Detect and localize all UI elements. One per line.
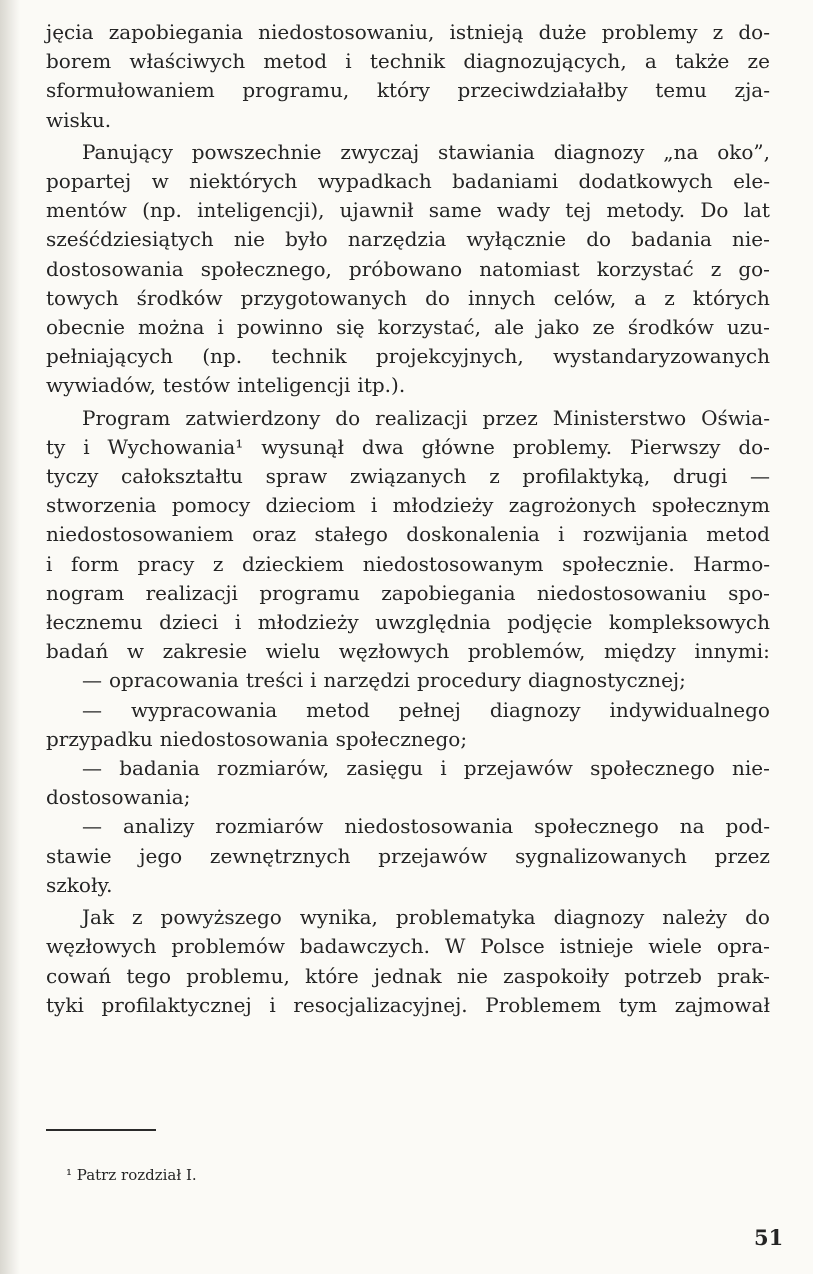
text-line: sformułowaniem programu, który przeciwdziałałby temu zja-	[46, 78, 770, 103]
text-line: stworzenia pomocy dzieciom i młodzieży zagrożonych społecznym	[46, 493, 770, 518]
page-number: 51	[754, 1225, 784, 1250]
text-line: towych środków przygotowanych do innych celów, a z których	[46, 285, 770, 310]
body-text	[46, 18, 770, 1020]
text-line: popartej w niektórych wypadkach badaniami dodatkowych ele-	[46, 169, 770, 194]
text-line: dostosowania społecznego, próbowano natomiast korzystać z go-	[46, 256, 770, 281]
footnote-marker: ¹	[66, 1166, 73, 1184]
text-line: Jak z powyższego wynika, problematyka diagnozy należy do	[82, 905, 770, 930]
text-line: mentów (np. inteligencji), ujawnił same wady tej metody. Do lat	[46, 198, 770, 223]
text-line: jęcia zapobiegania niedostosowaniu, istnieją duże problemy z do-	[46, 20, 770, 44]
text-line: stawie jego zewnętrznych przejawów sygnalizowanych przez	[46, 843, 770, 868]
text-line: węzłowych problemów badawczych. W Polsce istnieje wiele opra-	[46, 934, 770, 959]
text-line: Panujący powszechnie zwyczaj stawiania diagnozy „na oko”,	[82, 139, 770, 164]
footnote	[66, 1166, 197, 1184]
text-line: wisku.	[46, 107, 112, 132]
text-line: sześćdziesiątych nie było narzędzia wyłącznie do badania nie-	[46, 227, 770, 252]
text-line: badań w zakresie wielu węzłowych problemów, między innymi:	[46, 639, 770, 664]
text-line: przypadku niedostosowania społecznego;	[46, 726, 468, 751]
text-line: dostosowania;	[46, 785, 191, 810]
text-line: niedostosowaniem oraz stałego doskonalenia i rozwijania metod	[46, 522, 770, 547]
text-line: obecnie można i powinno się korzystać, ale jako ze środków uzu-	[46, 315, 770, 340]
text-line: — wypracowania metod pełnej diagnozy indywidualnego	[82, 697, 770, 722]
text-line: i form pracy z dzieckiem niedostosowanym społecznie. Harmo-	[46, 551, 770, 576]
page-gutter-shadow	[0, 0, 20, 1274]
text-line: cowań tego problemu, które jednak nie zaspokoiły potrzeb prak-	[46, 963, 770, 988]
text-line: ty i Wychowania¹ wysunął dwa główne problemy. Pierwszy do-	[46, 434, 770, 459]
text-line: — analizy rozmiarów niedostosowania społecznego na pod-	[82, 814, 770, 839]
text-line: — opracowania treści i narzędzi procedury diagnostycznej;	[82, 668, 686, 693]
text-line: szkoły.	[46, 872, 113, 897]
text-line: pełniających (np. technik projekcyjnych, wystandaryzowanych	[46, 344, 770, 369]
text-line: tyczy całokształtu spraw związanych z profilaktyką, drugi —	[46, 464, 770, 489]
text-line: nogram realizacji programu zapobiegania niedostosowaniu spo-	[46, 580, 770, 605]
footnote-divider	[46, 1129, 156, 1131]
text-line: borem właściwych metod i technik diagnozujących, a także ze	[46, 49, 770, 74]
text-line: wywiadów, testów inteligencji itp.).	[46, 373, 406, 398]
text-line: łecznemu dzieci i młodzieży uwzględnia podjęcie kompleksowych	[46, 610, 770, 635]
text-line: — badania rozmiarów, zasięgu i przejawów społecznego nie-	[82, 756, 770, 781]
footnote-text: Patrz rozdział I.	[76, 1166, 197, 1184]
text-line: tyki profilaktycznej i resocjalizacyjnej. Problemem tym zajmował	[46, 992, 770, 1017]
text-line: Program zatwierdzony do realizacji przez Ministerstwo Oświa-	[82, 405, 770, 430]
